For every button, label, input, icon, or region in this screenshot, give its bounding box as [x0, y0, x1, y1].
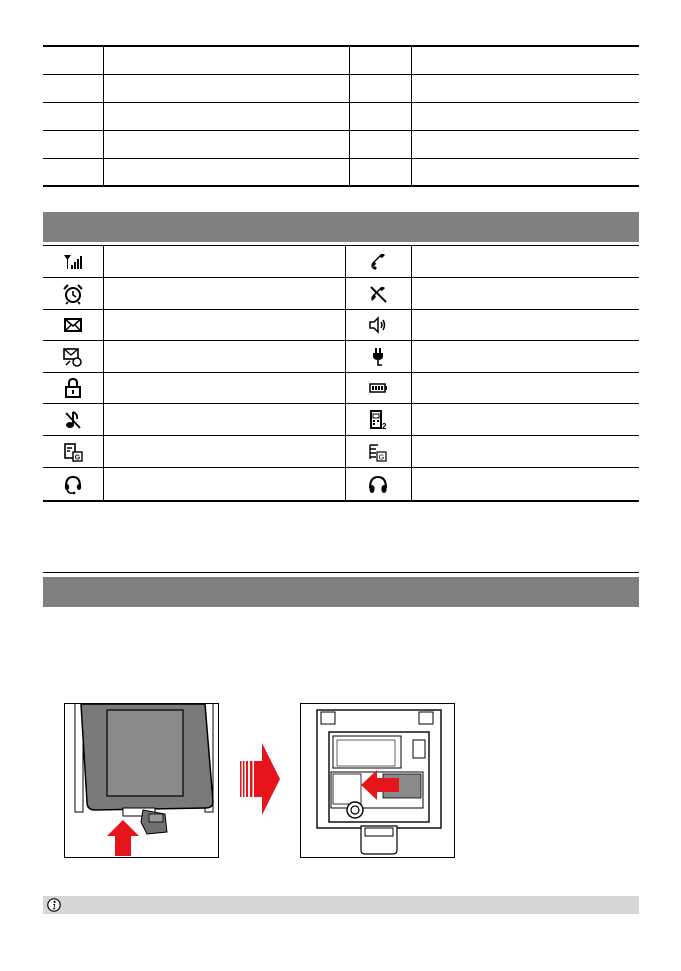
headset-icon — [43, 468, 103, 501]
arrow-right-icon — [240, 743, 280, 815]
table-row — [43, 131, 639, 159]
charging-plug-icon — [345, 341, 411, 372]
table-row — [43, 404, 639, 436]
top-table — [43, 45, 639, 187]
signal-strength-icon — [43, 246, 103, 277]
svg-text:G: G — [74, 454, 81, 461]
table-row — [43, 246, 639, 278]
keypad-lock-icon — [43, 373, 103, 403]
sim-g-icon — [43, 436, 103, 467]
alarm-clock-icon — [43, 278, 103, 309]
table-row — [43, 47, 639, 75]
table-row — [43, 341, 639, 373]
sim-insertion-illustration — [300, 703, 455, 858]
message-full-icon — [43, 341, 103, 372]
silent-mode-icon — [43, 404, 103, 435]
sim-g-alt-icon — [345, 436, 411, 467]
note-bar — [43, 896, 639, 914]
line-2-icon — [345, 404, 411, 435]
table-row — [43, 103, 639, 131]
table-row — [43, 468, 639, 501]
svg-text:2: 2 — [382, 421, 387, 431]
headphones-icon — [345, 468, 411, 501]
horizontal-rule — [43, 572, 639, 573]
table-row — [43, 310, 639, 341]
svg-text:G: G — [378, 454, 385, 461]
table-row — [43, 159, 639, 187]
section-header-bar — [43, 212, 639, 242]
speaker-icon — [345, 310, 411, 340]
status-icons-table — [43, 245, 639, 502]
info-icon — [47, 898, 61, 912]
battery-cover-illustration — [64, 703, 219, 858]
missed-call-icon — [345, 278, 411, 309]
section-header-bar — [43, 577, 639, 607]
battery-icon — [345, 373, 411, 403]
call-icon — [345, 246, 411, 277]
table-row — [43, 373, 639, 404]
message-icon — [43, 310, 103, 340]
table-row — [43, 436, 639, 468]
table-row — [43, 278, 639, 310]
table-row — [43, 75, 639, 103]
